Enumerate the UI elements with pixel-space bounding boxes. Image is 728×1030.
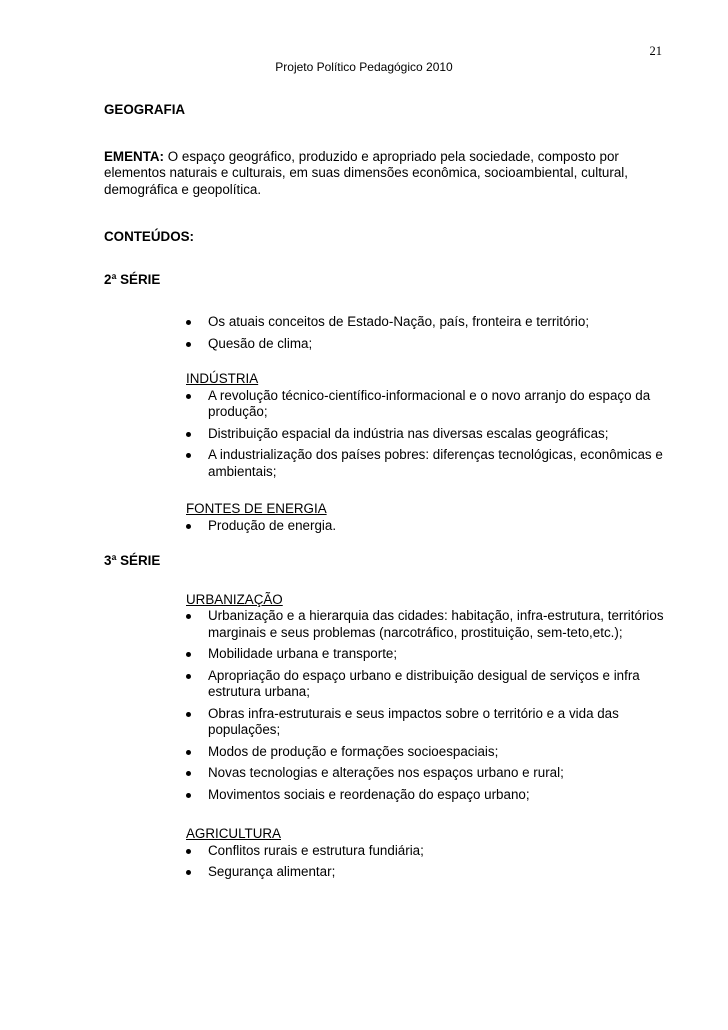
- section-agricultura: [186, 826, 664, 881]
- list-item-text: A revolução técnico-científico-informacional e o novo arranjo do espaço da produção;: [208, 387, 651, 419]
- list-item: [186, 864, 664, 881]
- list-item-text: Modos de produção e formações socioespaciais;: [208, 743, 499, 759]
- bullet-icon: [186, 342, 191, 347]
- ementa-text: O espaço geográfico, produzido e apropriado pela sociedade, composto por elementos naturais e culturais, em suas dimensões econômica, socioambiental, cultural, demográfica e geopolítica.: [104, 148, 628, 197]
- list-item: [186, 518, 664, 535]
- list-item: [186, 388, 664, 421]
- page-number: 21: [649, 44, 662, 58]
- section-title: INDÚSTRIA: [186, 371, 259, 386]
- list-item-text: Distribuição espacial da indústria nas diversas escalas geográficas;: [208, 425, 609, 441]
- bullet-icon: [186, 849, 191, 854]
- serie-2-intro-list: [186, 314, 664, 352]
- list-item: [186, 314, 664, 331]
- bullet-icon: [186, 870, 191, 875]
- bullet-icon: [186, 432, 191, 437]
- conteudos-heading: CONTEÚDOS:: [104, 229, 195, 244]
- section-title: FONTES DE ENERGIA: [186, 501, 327, 516]
- list-item-text: Os atuais conceitos de Estado-Nação, país, fronteira e território;: [208, 314, 590, 329]
- list-item-text: Movimentos sociais e reordenação do espaço urbano;: [208, 786, 530, 802]
- list-item: [186, 787, 664, 804]
- bullet-icon: [186, 394, 191, 399]
- bullet-icon: [186, 712, 191, 717]
- serie-title-2: 2ª SÉRIE: [104, 271, 161, 287]
- list-item: [186, 336, 664, 353]
- list-item: [186, 744, 664, 761]
- section-list: [186, 608, 664, 803]
- list-item: [186, 426, 664, 443]
- list-item-text: Quesão de clima;: [208, 335, 313, 351]
- list-item: [186, 608, 664, 641]
- bullet-icon: [186, 750, 191, 755]
- list-item-text: Produção de energia.: [208, 517, 337, 533]
- list-item: [186, 668, 664, 701]
- bullet-icon: [186, 524, 191, 529]
- bullet-icon: [186, 614, 191, 619]
- ementa-label: EMENTA:: [104, 148, 165, 164]
- bullet-icon: [186, 652, 191, 657]
- list-item: [186, 765, 664, 782]
- list-item: [186, 843, 664, 860]
- bullet-icon: [186, 771, 191, 776]
- section-urbanizacao: [186, 592, 664, 804]
- serie-title-3: 3ª SÉRIE: [104, 553, 161, 568]
- serie-2-intro-block: [186, 314, 664, 352]
- bullet-icon: [186, 320, 191, 325]
- section-industria: [186, 371, 664, 480]
- ementa-paragraph: [104, 149, 664, 199]
- list-item-text: Apropriação do espaço urbano e distribuição desigual de serviços e infra estrutura urbana;: [208, 667, 640, 699]
- list-item-text: Novas tecnologias e alterações nos espaços urbano e rural;: [208, 765, 564, 780]
- bullet-icon: [186, 793, 191, 798]
- section-fontes-de-energia: [186, 501, 664, 534]
- section-list: [186, 388, 664, 481]
- subject-title: GEOGRAFIA: [104, 102, 186, 117]
- section-list: [186, 518, 664, 535]
- list-item-text: Obras infra-estruturais e seus impactos sobre o território e a vida das populações;: [208, 705, 619, 737]
- bullet-icon: [186, 674, 191, 679]
- section-title: URBANIZAÇÃO: [186, 591, 283, 607]
- list-item-text: A industrialização dos países pobres: diferenças tecnológicas, econômicas e ambientais;: [208, 447, 663, 479]
- list-item-text: Segurança alimentar;: [208, 864, 336, 879]
- list-item: [186, 447, 664, 480]
- bullet-icon: [186, 453, 191, 458]
- list-item: [186, 706, 664, 739]
- list-item-text: Urbanização e a hierarquia das cidades: habitação, infra-estrutura, territórios marginais e seus problemas (narcotráfico, prostituição, sem-teto,etc.);: [208, 608, 664, 640]
- list-item: [186, 646, 664, 663]
- section-list: [186, 843, 664, 881]
- list-item-text: Mobilidade urbana e transporte;: [208, 646, 398, 661]
- document-body: [104, 102, 664, 886]
- section-title: AGRICULTURA: [186, 826, 281, 841]
- running-header: Projeto Político Pedagógico 2010: [275, 60, 453, 74]
- list-item-text: Conflitos rurais e estrutura fundiária;: [208, 842, 424, 858]
